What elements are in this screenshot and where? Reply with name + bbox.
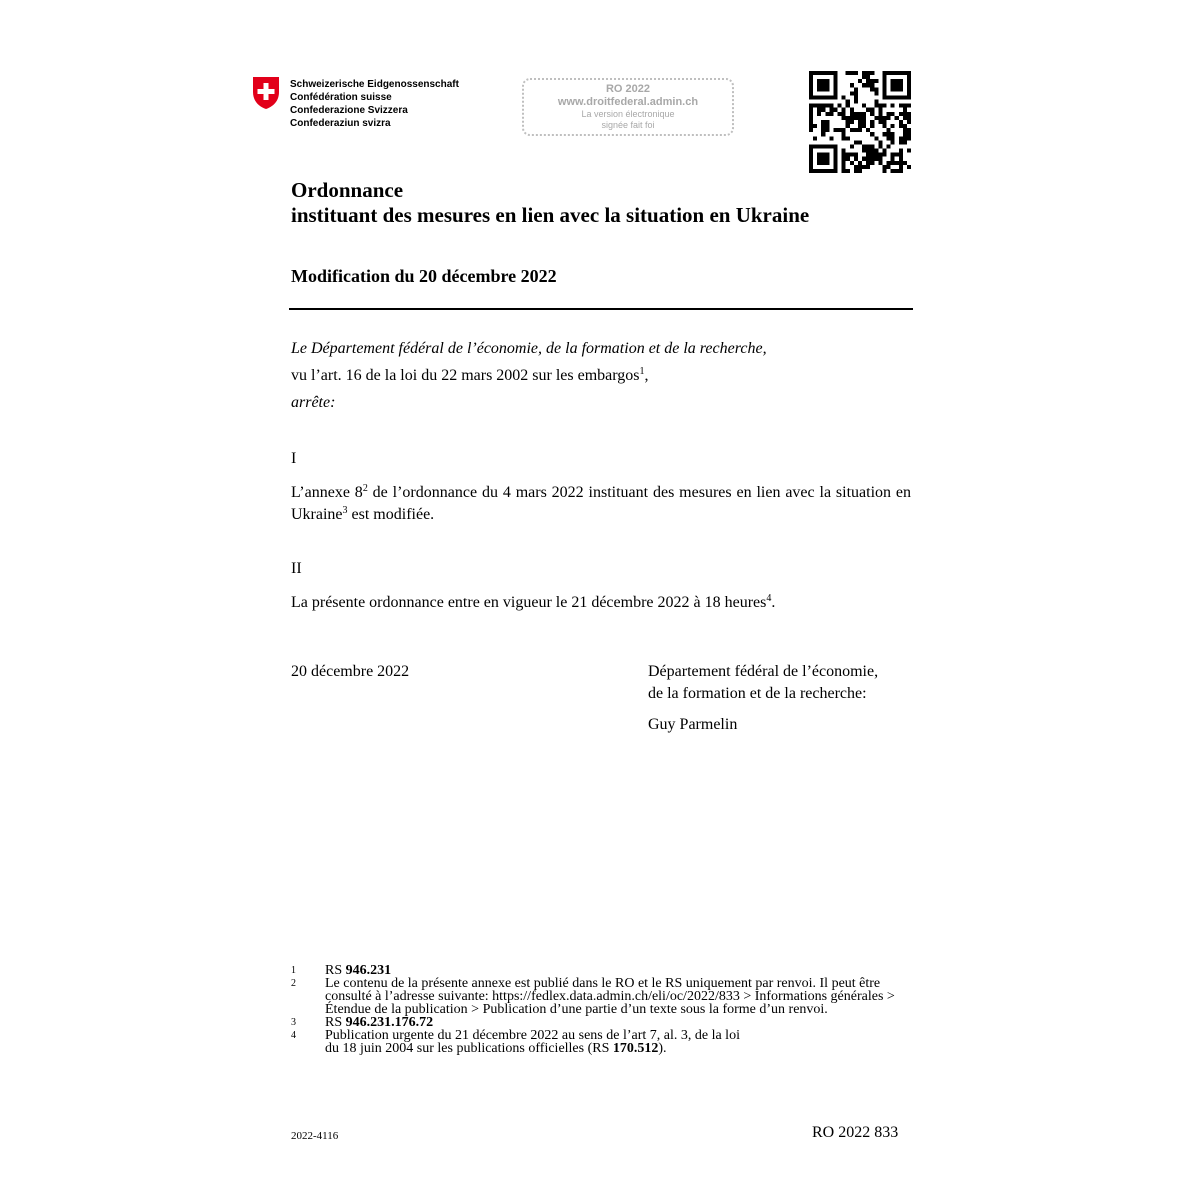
footnote-number: 3 [291,1017,296,1028]
official-publication-stamp [522,78,734,136]
footnote-rs-number: 170.512 [612,1041,659,1056]
section-1-heading: I [291,450,297,467]
footnotes [291,964,911,1055]
footnote-suffix: ). [658,1041,667,1056]
org-line-it: Confederazione Svizzera [290,105,408,116]
signatory-name: Guy Parmelin [648,716,738,733]
section-2-text-main: La présente ordonnance entre en vigueur le 21 décembre 2022 à 18 heures [291,594,767,611]
section-1-text [291,482,911,526]
section-2-text [291,592,911,614]
stamp-note-1: La version électronique [581,109,675,119]
section-1-text-b: de l’ordonnance du 4 mars 2022 instituant des mesures en lien avec la situation en Ukraine [291,484,912,523]
swiss-cross-icon [252,76,280,110]
section-2-end: . [771,594,776,611]
footnote-rs-number: 946.231 [345,963,392,978]
footnote-ref-3[interactable]: 3 [342,505,348,516]
org-line-fr: Confédération suisse [290,92,392,103]
title-line-2: instituant des mesures en lien avec la situation en Ukraine [291,203,810,227]
footnote-ref-4[interactable]: 4 [766,593,772,604]
stamp-ro: RO 2022 [605,83,651,95]
modification-date-heading: Modification du 20 décembre 2022 [291,266,557,286]
title-line-1: Ordonnance [291,178,404,202]
section-1-text-c: est modifiée. [347,506,435,523]
signature-authority-line-1: Département fédéral de l’économie, [648,663,879,680]
footnote-ref-2[interactable]: 2 [362,483,368,494]
signature-authority [648,661,918,705]
federal-administration-name [290,78,459,130]
org-line-de: Schweizerische Eidgenossenschaft [290,79,459,90]
footnote-rs-number: 946.231.176.72 [345,1015,434,1030]
section-1-text-a: L’annexe 8 [291,484,363,501]
qr-code-icon [809,71,911,173]
org-line-rm: Confederaziun svizra [290,118,391,129]
footnote-prefix: RS [325,963,346,978]
preamble-basis-text: vu l’art. 16 de la loi du 22 mars 2002 sur les embargos [291,367,640,384]
footnote-ref-1[interactable]: 1 [639,366,645,377]
section-2-heading: II [291,560,302,577]
footnote-4 [291,1029,911,1055]
document-number: 2022-4116 [291,1130,339,1142]
footnote-number: 1 [291,965,296,976]
title-divider [289,308,913,310]
footnote-number: 4 [291,1030,296,1041]
footnote-number: 2 [291,978,296,989]
signature-authority-line-2: de la formation et de la recherche: [648,685,867,702]
preamble-decree: arrête: [291,394,336,411]
ro-page-reference: RO 2022 833 [812,1124,899,1141]
decree-date: 20 décembre 2022 [291,663,410,680]
footnote-text-line-1: Publication urgente du 21 décembre 2022 au sens de l’art 7, al. 3, de la loi [325,1028,740,1043]
footnote-text-line-2: du 18 juin 2004 sur les publications officielles (RS [325,1041,613,1056]
footnote-text [325,1029,911,1055]
stamp-note-2: signée fait foi [601,120,655,130]
footnote-prefix: RS [325,1015,346,1030]
preamble-basis-end: , [644,367,649,384]
preamble-basis [291,365,911,387]
footnote-2 [291,977,911,1016]
stamp-url: www.droitfederal.admin.ch [557,96,699,108]
page-title [291,178,809,228]
footnote-text: Le contenu de la présente annexe est publié dans le RO et le RS uniquement par renvoi. Il peut être consulté à l’adresse suivante: https://fedlex.data.admin.ch/eli/oc/2022/833 > Informations générales > Étendue de la publication > Publication d’une partie d’un texte sous la forme d’un renvoi. [325,976,895,1017]
preamble-authority: Le Département fédéral de l’économie, de la formation et de la recherche, [291,340,767,357]
